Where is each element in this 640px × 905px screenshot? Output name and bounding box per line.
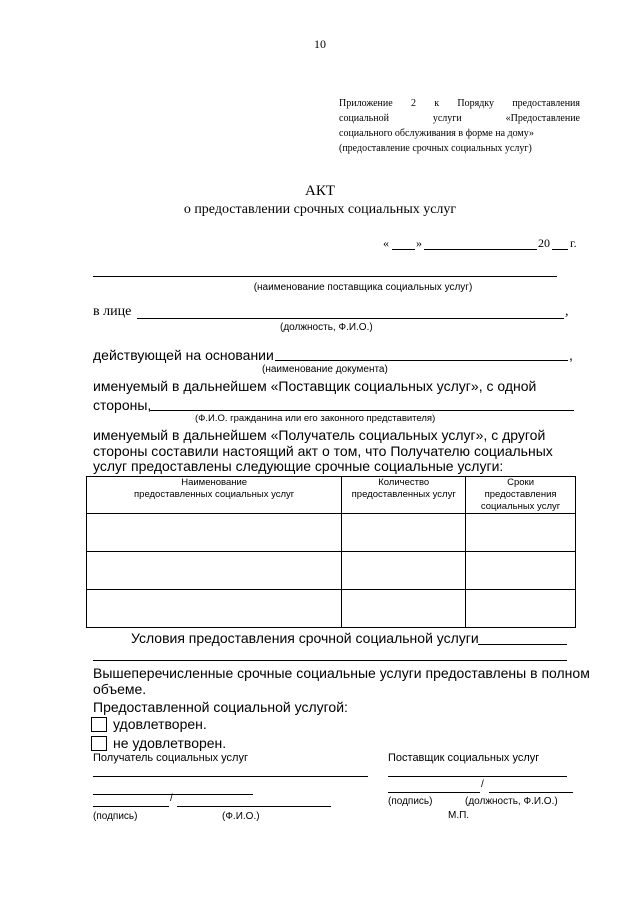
header-terms-l3: социальных услуг xyxy=(480,501,561,512)
header-quantity-l1: Количество xyxy=(378,477,430,488)
date-year-suffix: г. xyxy=(570,236,577,250)
summary-line-1: Вышеперечисленные срочные социальные услуги предоставлены в полном xyxy=(93,665,590,681)
appendix-word-2: услуги xyxy=(432,113,462,124)
named-provider-caption: (Ф.И.О. гражданина или его законного представителя) xyxy=(195,413,436,424)
appendix-word-3: «Предоставление xyxy=(505,113,580,124)
conditions-field[interactable] xyxy=(478,644,567,645)
named-provider-line-2: стороны, xyxy=(93,397,152,413)
header-service-name-l1: Наименование xyxy=(181,477,248,488)
satisfied-checkbox[interactable] xyxy=(91,717,107,732)
conditions-label: Условия предоставления срочной социальной услуги xyxy=(131,630,479,646)
header-service-name-l2: предоставленных социальных услуг xyxy=(134,489,295,500)
satisfaction-label: Предоставленной социальной услугой: xyxy=(93,699,348,715)
acting-basis-caption: (наименование документа) xyxy=(262,364,388,375)
table-row xyxy=(87,514,576,552)
named-recipient-line-1: именуемый в дальнейшем «Получатель социальных услуг», с другой xyxy=(93,427,546,443)
summary-paragraph xyxy=(93,665,590,697)
named-provider-line-1: именуемый в дальнейшем «Поставщик социальных услуг», с одной xyxy=(93,378,537,394)
in-person-label: в лице xyxy=(93,304,132,319)
header-quantity xyxy=(342,477,466,514)
satisfied-label: удовлетворен. xyxy=(113,716,207,732)
services-table-header xyxy=(87,477,576,514)
recipient-name-field[interactable] xyxy=(93,776,368,777)
header-terms xyxy=(466,477,576,514)
provider-position-fio-caption: (должность, Ф.И.О.) xyxy=(465,796,558,807)
in-person-comma: , xyxy=(565,304,569,319)
in-person-field[interactable] xyxy=(137,318,564,319)
provider-signature-caption: (подпись) xyxy=(388,796,433,807)
date-line xyxy=(383,236,583,254)
not-satisfied-label: не удовлетворен. xyxy=(113,735,227,751)
header-terms-l1: Сроки xyxy=(507,477,534,488)
acting-basis-label: действующей на основании xyxy=(93,347,274,363)
provider-name-field[interactable] xyxy=(388,776,567,777)
appendix-word-1: социальной xyxy=(339,113,389,124)
services-table xyxy=(86,476,576,628)
date-quote-open: « xyxy=(383,236,389,250)
date-year-prefix: 20 xyxy=(538,236,550,250)
provider-fio-field[interactable] xyxy=(489,792,573,793)
table-row xyxy=(87,552,576,590)
named-recipient-paragraph xyxy=(93,428,553,475)
provider-name-field[interactable] xyxy=(93,276,557,277)
table-cell[interactable] xyxy=(87,514,342,552)
provider-name-caption: (наименование поставщика социальных услуг) xyxy=(253,282,473,293)
table-cell[interactable] xyxy=(342,514,466,552)
provider-signature-label: Поставщик социальных услуг xyxy=(388,752,540,764)
page-number: 10 xyxy=(314,37,326,51)
recipient-signature-label: Получатель социальных услуг xyxy=(93,752,248,764)
recipient-fio-field[interactable] xyxy=(177,806,331,807)
appendix-block xyxy=(339,96,580,156)
appendix-line-3: социального обслуживания в форме на дому» xyxy=(339,128,534,139)
table-cell[interactable] xyxy=(466,514,576,552)
appendix-line-2 xyxy=(339,111,580,126)
header-quantity-l2: предоставленных услуг xyxy=(351,489,456,500)
recipient-signature-caption: (подпись) xyxy=(93,811,138,822)
named-recipient-line-2: стороны составили настоящий акт о том, что Получателю социальных xyxy=(93,442,553,459)
table-cell[interactable] xyxy=(342,552,466,590)
acting-basis-field[interactable] xyxy=(275,360,568,361)
acting-basis-comma: , xyxy=(569,347,573,363)
recipient-signature-field[interactable] xyxy=(93,806,169,807)
appendix-line-4: (предоставление срочных социальных услуг) xyxy=(339,143,532,154)
date-month-field[interactable] xyxy=(424,249,537,250)
summary-line-2: объеме. xyxy=(93,681,147,697)
conditions-field-continued[interactable] xyxy=(93,660,567,661)
named-recipient-line-3: услуг предоставлены следующие срочные социальные услуги: xyxy=(93,458,504,474)
appendix-line-1: Приложение 2 к Порядку предоставления xyxy=(339,98,580,109)
in-person-caption: (должность, Ф.И.О.) xyxy=(280,322,373,333)
not-satisfied-checkbox[interactable] xyxy=(91,736,107,751)
date-year-field[interactable] xyxy=(552,249,568,250)
table-cell[interactable] xyxy=(466,552,576,590)
provider-slash: / xyxy=(481,779,484,790)
seal-mark: М.П. xyxy=(448,810,470,821)
act-subtitle: о предоставлении срочных социальных услуг xyxy=(183,202,457,217)
named-provider-field[interactable] xyxy=(150,410,574,411)
header-terms-l2: предоставления xyxy=(484,489,557,500)
date-quote-close: » xyxy=(416,236,422,250)
act-title: АКТ xyxy=(305,183,335,199)
table-row xyxy=(87,590,576,628)
table-cell[interactable] xyxy=(342,590,466,628)
table-cell[interactable] xyxy=(87,590,342,628)
recipient-slash: / xyxy=(170,793,173,804)
recipient-extra-field[interactable] xyxy=(93,794,253,795)
recipient-fio-caption: (Ф.И.О.) xyxy=(222,811,260,822)
header-service-name xyxy=(87,477,342,514)
provider-signature-field[interactable] xyxy=(388,792,480,793)
date-day-field[interactable] xyxy=(392,249,415,250)
table-cell[interactable] xyxy=(466,590,576,628)
table-cell[interactable] xyxy=(87,552,342,590)
